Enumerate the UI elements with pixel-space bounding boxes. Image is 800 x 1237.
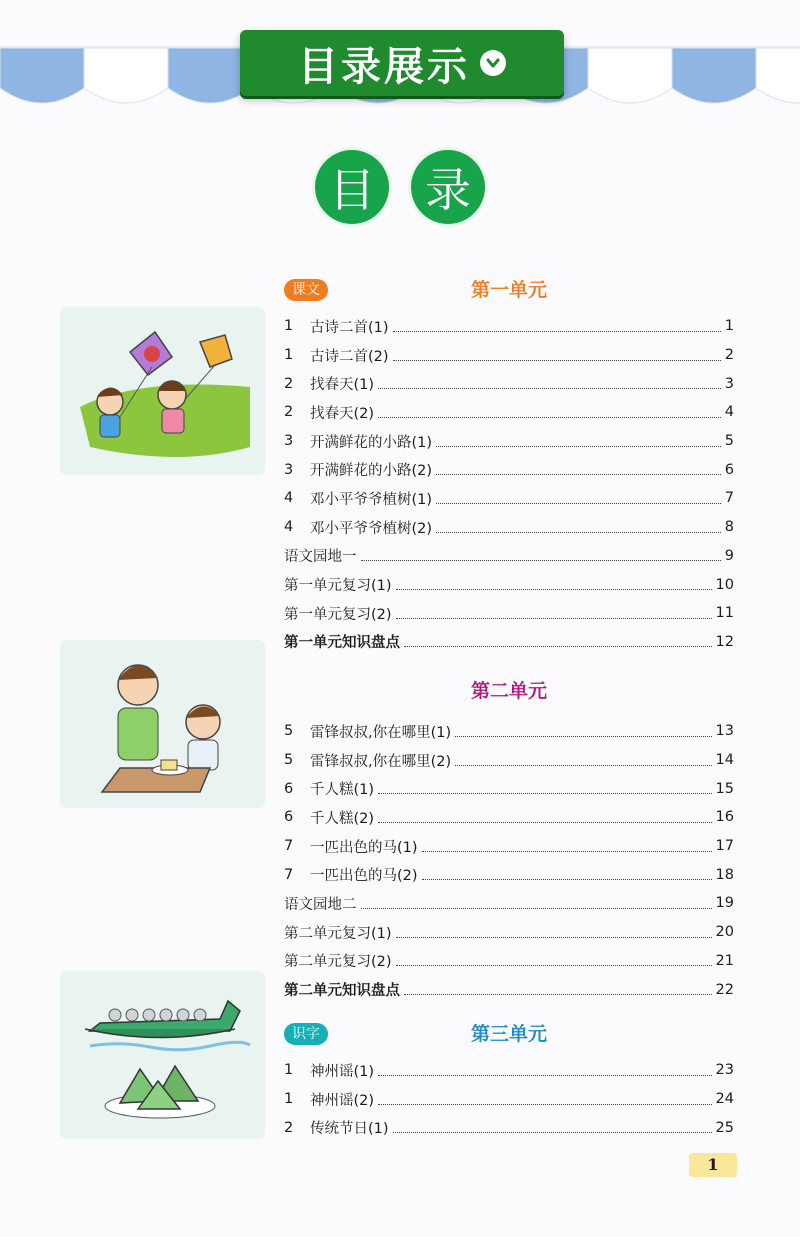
toc-section-unit-2 [284,677,734,1004]
entry-title: 语文园地一 [284,549,357,566]
toc-entry[interactable] [284,570,734,599]
entry-page: 10 [715,576,734,593]
lesson-number: 4 [284,519,294,536]
entry-title: 邓小平爷爷植树(2) [310,520,433,537]
dot-leader [396,937,712,938]
toc-entry[interactable] [284,369,734,398]
section-title: 第三单元 [470,1023,547,1045]
section-title: 第二单元 [470,680,547,702]
entry-title: 神州谣(1) [310,1063,375,1080]
entry-title: 邓小平爷爷植树(1) [310,491,433,508]
entry-page: 4 [724,404,734,421]
toc-entry[interactable] [284,860,734,889]
dot-leader [378,1104,712,1105]
dot-leader [378,793,712,794]
toc-entry[interactable] [284,628,734,657]
toc-entry[interactable] [284,774,734,803]
awning-stripe [0,48,84,103]
awning-stripe [84,48,168,103]
lesson-number: 1 [284,318,294,335]
dot-leader [396,965,712,966]
dot-leader [404,994,712,995]
entry-title: 开满鲜花的小路(2) [310,463,433,480]
toc-entry[interactable] [284,484,734,513]
toc-entry[interactable] [284,341,734,370]
dot-leader [436,503,721,504]
section-tag: 识字 [284,1023,328,1045]
lesson-number: 7 [284,838,294,855]
entry-title: 开满鲜花的小路(1) [310,434,433,451]
entry-page: 9 [724,547,734,564]
entry-page: 18 [715,866,734,883]
entry-title: 神州谣(2) [310,1092,375,1109]
entry-page: 17 [715,838,734,855]
banner-title: 目录展示 [298,43,470,90]
section-header [284,1020,734,1048]
dot-leader [361,560,721,561]
entry-title: 一匹出色的马(1) [310,839,418,856]
entry-page: 3 [724,375,734,392]
illustration-kites [60,307,265,475]
entry-title: 古诗二首(1) [310,319,389,336]
toc-entry[interactable] [284,455,734,484]
toc-entry[interactable] [284,427,734,456]
lesson-number: 1 [284,1091,294,1108]
entry-title: 第一单元知识盘点 [284,635,400,652]
section-header [284,276,734,304]
entry-page: 24 [715,1091,734,1108]
dot-leader [393,1132,712,1133]
dot-leader [455,736,711,737]
entry-title: 千人糕(1) [310,782,375,799]
toc-entry[interactable] [284,918,734,947]
lesson-number: 3 [284,461,294,478]
entry-title: 找春天(2) [310,405,375,422]
toc-entry[interactable] [284,803,734,832]
lesson-number: 2 [284,1119,294,1136]
toc-entry[interactable] [284,513,734,542]
entry-page: 21 [715,952,734,969]
lesson-number: 4 [284,490,294,507]
entry-page: 1 [724,318,734,335]
dot-leader [378,1075,712,1076]
toc-entry[interactable] [284,717,734,746]
toc-entry[interactable] [284,1085,734,1114]
entry-page: 11 [715,605,734,622]
toc-entry[interactable] [284,889,734,918]
dot-leader [361,908,712,909]
lesson-number: 3 [284,433,294,450]
entry-title: 传统节日(1) [310,1121,389,1138]
entry-title: 第一单元复习(2) [284,606,392,623]
awning-stripe [756,48,800,103]
entry-page: 16 [715,809,734,826]
toc-entry[interactable] [284,599,734,628]
dot-leader [436,474,721,475]
chevron-down-icon[interactable] [480,50,506,76]
entry-title: 第二单元复习(2) [284,954,392,971]
dot-leader [396,589,712,590]
toc-entry[interactable] [284,1056,734,1085]
entry-page: 8 [724,519,734,536]
illustration-father-son [60,640,265,808]
lesson-number: 6 [284,809,294,826]
entry-page: 22 [715,981,734,998]
dot-leader [393,331,721,332]
dot-leader [396,618,712,619]
dot-leader [422,851,712,852]
toc-heading-char: 录 [411,150,485,224]
toc-entry[interactable] [284,975,734,1004]
entry-page: 7 [724,490,734,507]
lesson-number: 1 [284,347,294,364]
lesson-number: 7 [284,866,294,883]
section-header [284,677,734,705]
page-number: 1 [689,1153,737,1177]
toc-entry[interactable] [284,398,734,427]
dot-leader [422,879,712,880]
toc-entry[interactable] [284,832,734,861]
entry-title: 雷锋叔叔,你在哪里(1) [310,724,452,741]
dot-leader [378,822,712,823]
lesson-number: 5 [284,752,294,769]
entry-title: 第二单元复习(1) [284,925,392,942]
entry-title: 语文园地二 [284,896,357,913]
toc-entry[interactable] [284,312,734,341]
section-tag: 课文 [284,279,328,301]
entry-page: 2 [724,347,734,364]
entry-title: 找春天(1) [310,377,375,394]
toc-heading-char: 目 [315,150,389,224]
section-title: 第一单元 [470,279,547,301]
dot-leader [455,765,711,766]
lesson-number: 2 [284,375,294,392]
toc-entry[interactable] [284,947,734,976]
entry-page: 12 [715,633,734,650]
dot-leader [404,646,712,647]
entry-title: 雷锋叔叔,你在哪里(2) [310,753,452,770]
toc-section-unit-1 [284,276,734,656]
entry-title: 一匹出色的马(2) [310,868,418,885]
toc-entry[interactable] [284,1113,734,1142]
lesson-number: 6 [284,780,294,797]
header-banner [240,30,564,96]
entry-title: 第二单元知识盘点 [284,983,400,1000]
entry-page: 5 [724,433,734,450]
entry-page: 19 [715,895,734,912]
lesson-number: 2 [284,404,294,421]
toc-section-unit-3 [284,1020,734,1142]
entry-title: 第一单元复习(1) [284,578,392,595]
awning-stripe [672,48,756,103]
dot-leader [393,360,721,361]
illustration-dragon-boat [60,971,265,1139]
entry-page: 14 [715,752,734,769]
entry-page: 23 [715,1062,734,1079]
entry-title: 千人糕(2) [310,810,375,827]
dot-leader [436,532,721,533]
entry-page: 25 [715,1119,734,1136]
toc-heading [0,150,800,224]
toc-entry[interactable] [284,746,734,775]
entry-page: 15 [715,780,734,797]
lesson-number: 1 [284,1062,294,1079]
dot-leader [378,388,721,389]
awning-stripe [588,48,672,103]
dot-leader [436,446,721,447]
toc-entry[interactable] [284,542,734,571]
entry-page: 20 [715,924,734,941]
lesson-number: 5 [284,723,294,740]
entry-title: 古诗二首(2) [310,348,389,365]
dot-leader [378,417,721,418]
entry-page: 13 [715,723,734,740]
entry-page: 6 [724,461,734,478]
